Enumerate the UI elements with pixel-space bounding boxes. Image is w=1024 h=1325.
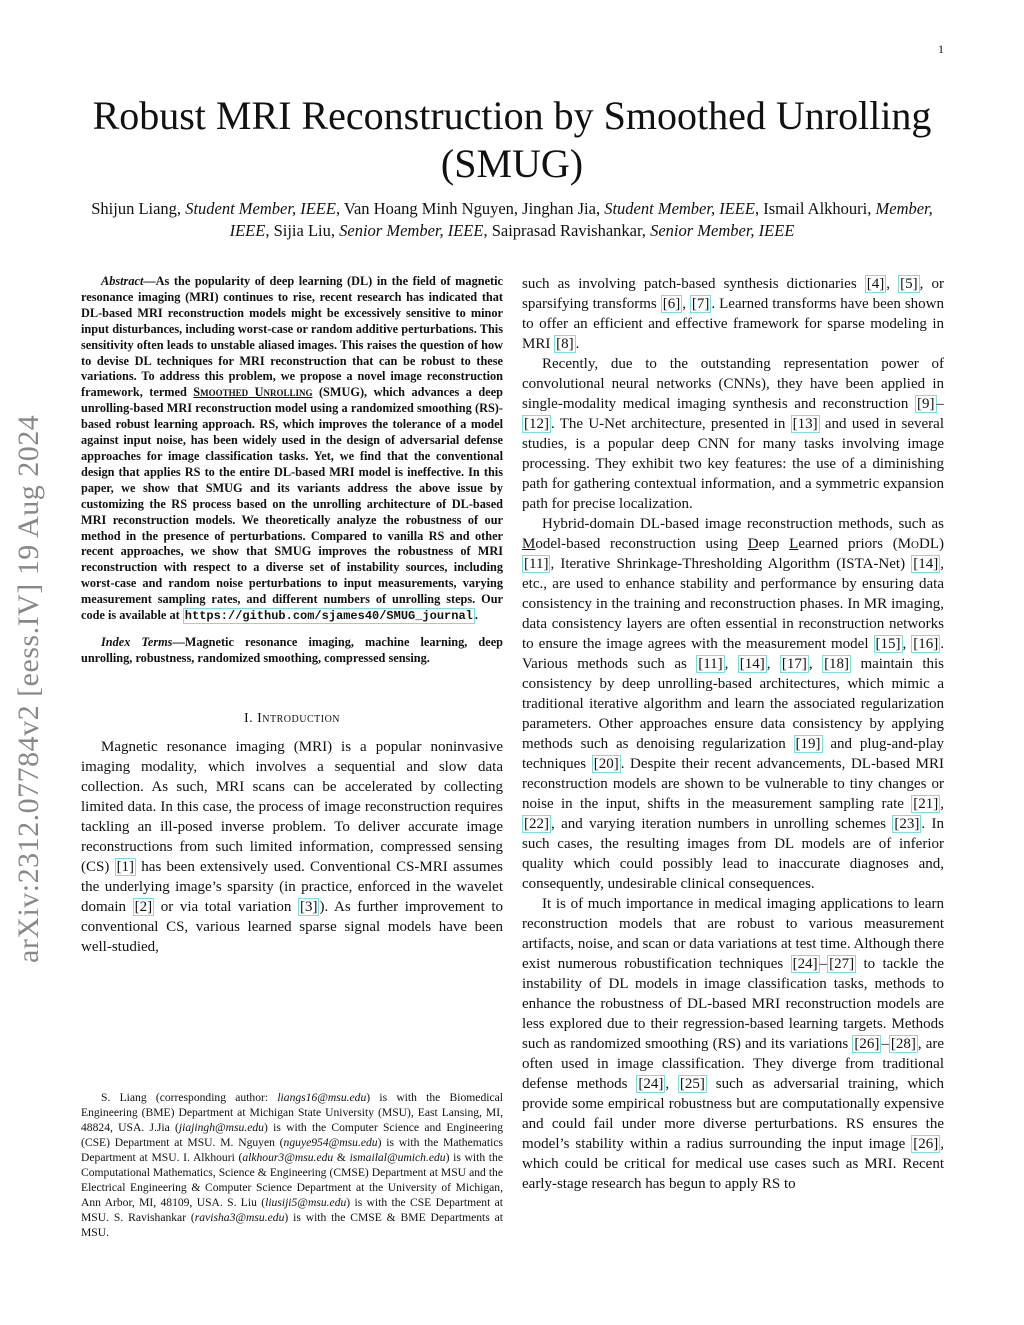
email: jiajingh@msu.edu <box>178 1121 264 1134</box>
author-text: , Ismail Alkhouri, <box>754 199 872 218</box>
text-run: , or sparsifying transforms <box>522 276 945 312</box>
index-terms-lead: Index Terms <box>101 634 173 649</box>
text-run: , <box>808 656 823 672</box>
text-run: such as adversarial training, which provide some empirical robustness but are computationally expensive and could fail under more diverse perturbations. RS ensures the model’s stability within a radius surrounding the input image <box>522 1076 944 1152</box>
text-run: , are often used in image classification. They diverge from traditional defense methods <box>522 1036 944 1092</box>
text-run: ) is with the CSE Department at MSU. S. Ravishankar ( <box>81 1196 503 1224</box>
text-run: Recently, due to the outstanding representation power of convolutional neural networks (CNNs), they have been applied in single-modality medical imaging synthesis and reconstruction <box>522 356 944 412</box>
email: liusiji5@msu.edu <box>265 1196 347 1209</box>
text-run: S. Liang (corresponding author: <box>101 1091 278 1104</box>
abstract-text: —As the popularity of deep learning (DL) in the field of magnetic resonance imaging (MRI) continues to rise, recent research has indicated that DL-based MRI reconstruction models might be excessively sensitive to minor input disturbances, including worst-case or random additive perturbations. This sensitivity often leads to unstable aliased images. This raises the question of how to devise DL techniques for MRI reconstruction that can be robust to these variations. To address this problem, we propose a novel image reconstruction framework, termed <box>81 274 503 400</box>
body-paragraph <box>522 514 944 894</box>
text-run: , <box>902 636 912 652</box>
text-run: DL) <box>919 536 944 552</box>
email: ravisha3@msu.edu <box>194 1211 285 1224</box>
text-run: , <box>682 296 690 312</box>
citation-link[interactable]: [26] <box>854 1036 880 1052</box>
email: alkhour3@msu.edu <box>242 1151 334 1164</box>
body-paragraph <box>522 274 944 354</box>
text-run: . <box>575 336 580 352</box>
citation-link[interactable]: [14] <box>913 556 939 572</box>
index-terms-text: —Magnetic resonance imaging, machine learning, deep unrolling, robustness, randomized smoothing, compressed sensing. <box>81 634 503 665</box>
text-run: L <box>789 536 799 552</box>
text-run: . Learned transforms have been shown to offer an efficient and effective framework for sparse modeling in MRI <box>522 296 945 352</box>
citation-link[interactable]: [26] <box>913 1136 939 1152</box>
abstract-end: . <box>474 608 478 623</box>
text-run: or via total variation <box>154 898 298 915</box>
author-role: Student Member, IEEE <box>604 199 755 218</box>
email: ismailal@umich.edu <box>349 1151 446 1164</box>
text-run: ) is with the Biomedical Engineering (BME) Department at Michigan State University (MSU), East Lansing, MI, 48824, USA. J.Jia ( <box>81 1091 503 1134</box>
text-run: M <box>522 536 536 552</box>
text-run: and used in several studies, is a popular deep CNN for many tasks involving image processing. They exhibit two key features: the use of a diminishing path for gathering contextual information, and a symmetric expansion path for precise localization. <box>522 416 944 512</box>
citation-link[interactable]: [23] <box>894 816 920 832</box>
section-title: Introduction <box>257 710 341 726</box>
citation-link[interactable]: [19] <box>795 736 821 752</box>
citation-link[interactable]: [13] <box>792 416 818 432</box>
author-list <box>70 198 954 242</box>
citation-link[interactable]: [11] <box>524 556 549 572</box>
citation-link[interactable]: [27] <box>829 956 855 972</box>
footnote <box>81 1090 503 1240</box>
text-run: & <box>333 1151 350 1164</box>
author-text: , Sijia Liu, <box>265 221 335 240</box>
text-run: . Various methods such as <box>522 636 944 672</box>
text-run: – <box>819 956 828 972</box>
citation-link[interactable]: [12] <box>524 416 549 432</box>
citation-link[interactable]: [16] <box>913 636 939 652</box>
text-run: ) is with the Mathematics Department at MSU. I. Alkhouri ( <box>81 1136 503 1164</box>
author-text: , Van Hoang Minh Nguyen, Jinghan Jia, <box>335 199 601 218</box>
abstract-text: (SMUG), which advances a deep unrolling-based MRI reconstruction model using a randomized smoothing (RS)-based robust learning approach. RS, which improves the tolerance of a model against input noise, has been widely used in the design of adversarial defense approaches for image classification tasks. Yet, we find that the conventional design that applies RS to the entire DL-based MRI model is ineffective. In this paper, we show that SMUG and its variants address the above issue by customizing the RS process based on the unrolling architecture of DL-based MRI reconstruction models. We theoretically analyze the robustness of our method in the presence of perturbations. Compared to vanilla RS and other recent approaches, we show that SMUG improves the robustness of MRI reconstruction with respect to a diverse set of instability sources, including worst-case and random noise perturbations to input measurements, varying measurement sampling rates, and different numbers of unrolling steps. Our code is available at <box>81 385 503 623</box>
text-run: Magnetic resonance imaging (MRI) is a popular noninvasive imaging modality, which involves a sequential and slow data collection. As such, MRI scans can be accelerated by collecting limited data. In this case, the process of image reconstruction requires tackling an ill-posed inverse problem. To deliver accurate image reconstructions from such limited information, compressed sensing (CS) <box>81 738 503 875</box>
text-run: . In such cases, the resulting images from DL models are of inferior quality which could possibly lead to inaccurate diagnoses and, consequently, undesirable clinical consequences. <box>522 816 944 892</box>
text-run: – <box>936 396 944 412</box>
citation-link[interactable]: [17] <box>781 656 807 672</box>
body-paragraph <box>522 894 944 1194</box>
text-run: o <box>911 536 919 552</box>
index-terms <box>81 635 503 667</box>
email: nguye954@msu.edu <box>283 1136 378 1149</box>
left-column <box>81 274 503 957</box>
author-role: Senior Member, IEEE <box>339 221 484 240</box>
text-run: such as involving patch-based synthesis dictionaries <box>522 276 865 292</box>
text-run: maintain this consistency by deep unrolling-based architectures, which mimic a traditional iterative algorithm and learn the associated regularization parameters. Other approaches ensure data consistency by applying methods such as denoising regularization <box>522 656 944 752</box>
text-run: eep <box>758 536 790 552</box>
text-run: to tackle the instability of DL models in image classification tasks, methods to enhance the robustness of DL-based MRI reconstruction models are less explored due to their regression-based learning targets. Methods such as randomized smoothing (RS) and its variations <box>522 956 944 1052</box>
text-run: , which could be critical for medical use cases such as MRI. Recent early-stage research has begun to apply RS to <box>522 1136 944 1192</box>
body-paragraph <box>522 354 944 514</box>
text-run: It is of much importance in medical imaging applications to learn reconstruction models that are robust to various measurement artifacts, noise, and scan or data variations at test time. Although there exist numerous robustification techniques <box>522 896 944 972</box>
citation-link[interactable]: [14] <box>739 656 765 672</box>
text-run: , and varying iteration numbers in unrolling schemes <box>551 816 893 832</box>
citation-link[interactable]: [24] <box>638 1076 664 1092</box>
citation-link[interactable]: [3] <box>299 898 318 915</box>
author-text: Shijun Liang, <box>91 199 182 218</box>
text-run: . Despite their recent advancements, DL-based MRI reconstruction models are shown to be vulnerable to tiny changes or noise in the input, shifts in the measurement sampling rate <box>522 756 944 812</box>
text-run: D <box>747 536 759 552</box>
text-run: , <box>766 656 780 672</box>
text-run: , <box>665 1076 678 1092</box>
arxiv-identifier: arXiv:2312.07784v2 [eess.IV] 19 Aug 2024 <box>12 414 45 963</box>
paper-title: Robust MRI Reconstruction by Smoothed Unrolling (SMUG) <box>92 93 932 186</box>
citation-link[interactable]: [20] <box>593 756 619 772</box>
citation-link[interactable]: [4] <box>866 276 885 292</box>
abstract-term: Smoothed Unrolling <box>193 385 313 400</box>
text-run: , <box>724 656 738 672</box>
section-number: I. <box>243 710 254 726</box>
code-link[interactable]: https://github.com/sjames40/SMUG_journal <box>184 609 473 624</box>
text-run: ) is with the CMSE & BME Departments at MSU. <box>81 1211 503 1239</box>
intro-paragraph <box>81 737 503 957</box>
author-role: Student Member, IEEE <box>185 199 336 218</box>
text-run: and plug-and-play techniques <box>522 736 944 772</box>
text-run: – <box>881 1036 889 1052</box>
author-text: , Saiprasad Ravishankar, <box>483 221 646 240</box>
right-column <box>522 274 944 1194</box>
section-heading <box>81 709 503 729</box>
author-role: Member, IEEE <box>229 199 933 240</box>
citation-link[interactable]: [9] <box>917 396 935 412</box>
text-run: Hybrid-domain DL-based image reconstruction methods, such as <box>542 516 944 532</box>
author-role: Senior Member, IEEE <box>650 221 795 240</box>
citation-link[interactable]: [5] <box>900 276 918 292</box>
citation-link[interactable]: [24] <box>792 956 818 972</box>
citation-link[interactable]: [2] <box>134 898 153 915</box>
citation-link[interactable]: [1] <box>116 858 135 875</box>
citation-link[interactable]: [8] <box>556 336 574 352</box>
text-run: . The U-Net architecture, presented in <box>551 416 791 432</box>
citation-link[interactable]: [22] <box>524 816 549 832</box>
citation-link[interactable]: [21] <box>913 796 939 812</box>
citation-link[interactable]: [7] <box>691 296 710 312</box>
abstract <box>81 274 503 625</box>
text-run: ) is with the Computational Mathematics, Science & Engineering (CMSE) Department at MSU and the Electrical Engineering & Computer Science Department at the University of Michigan, Ann Arbor, MI, 48109, USA. S. Liu ( <box>81 1151 503 1209</box>
text-run: odel-based reconstruction using <box>535 536 748 552</box>
citation-link[interactable]: [28] <box>890 1036 916 1052</box>
text-run: ) is with the Computer Science and Engineering (CSE) Department at MSU. M. Nguyen ( <box>81 1121 503 1149</box>
text-run: has been extensively used. Conventional CS-MRI assumes the underlying image’s sparsity (in practice, enforced in the wavelet domain <box>81 858 503 915</box>
text-run: , Iterative Shrinkage-Thresholding Algorithm (ISTA-Net) <box>550 556 912 572</box>
citation-link[interactable]: [11] <box>698 656 723 672</box>
citation-link[interactable]: [6] <box>662 296 681 312</box>
email: liangs16@msu.edu <box>277 1091 367 1104</box>
text-run: , <box>886 276 899 292</box>
citation-link[interactable]: [15] <box>875 636 901 652</box>
text-run: , <box>940 796 944 812</box>
citation-link[interactable]: [25] <box>679 1076 705 1092</box>
text-run: ). As further improvement to conventional CS, various learned sparse signal models have been well-studied, <box>81 898 503 955</box>
text-run: earned priors (M <box>798 536 912 552</box>
citation-link[interactable]: [18] <box>824 656 850 672</box>
page-number: 1 <box>938 42 944 56</box>
text-run: , etc., are used to enhance stability and performance by ensuring data consistency in the training and reconstruction phases. In MR imaging, data consistency layers are often essential in reconstruction networks to ensure the image agrees with the measurement model <box>522 556 944 652</box>
abstract-lead: Abstract <box>101 274 144 288</box>
